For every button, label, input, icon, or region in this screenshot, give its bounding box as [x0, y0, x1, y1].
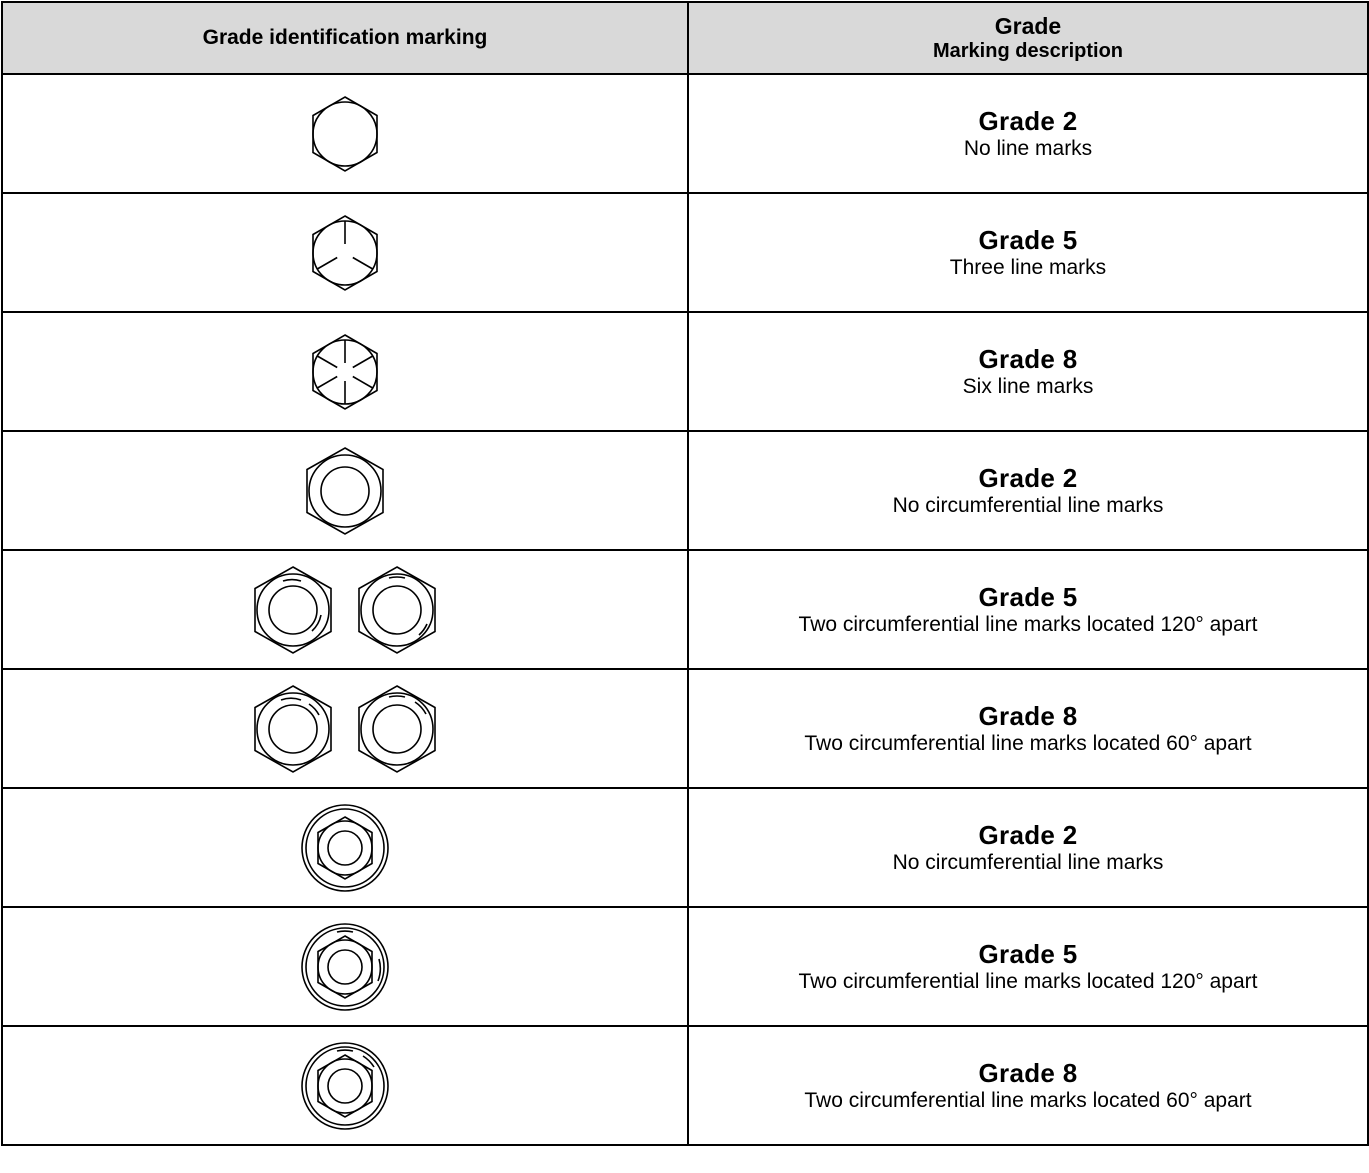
marking-description: No circumferential line marks — [892, 493, 1164, 517]
description-cell — [688, 1026, 1368, 1145]
header-marking-description-subtitle: Marking description — [932, 40, 1124, 62]
hex-nut-two-arcs-60-alt-icon — [353, 683, 441, 775]
header-grade-identification-marking: Grade identification marking — [2, 2, 688, 74]
header-grade-marking-description — [688, 2, 1368, 74]
hex-bolt-head-six-radial-lines-icon — [305, 332, 385, 412]
description-cell — [688, 550, 1368, 669]
flange-hex-nut-plain-icon — [300, 802, 390, 894]
marking-description: Six line marks — [962, 374, 1094, 398]
grade-label: Grade 8 — [978, 343, 1078, 374]
marking-cell — [2, 788, 688, 907]
grade-label: Grade 2 — [978, 819, 1078, 850]
flange-hex-nut-two-arcs-60-icon — [300, 1040, 390, 1132]
grade-label: Grade 2 — [978, 105, 1078, 136]
description-cell — [688, 193, 1368, 312]
marking-description: Two circumferential line marks located 120° apart — [798, 969, 1258, 993]
table-row — [2, 550, 1368, 669]
table-row — [2, 312, 1368, 431]
hex-bolt-head-three-radial-lines-icon — [305, 213, 385, 293]
table-row — [2, 788, 1368, 907]
table-header-row — [2, 2, 1368, 74]
grade-label: Grade 5 — [978, 224, 1078, 255]
description-cell — [688, 431, 1368, 550]
description-cell — [688, 312, 1368, 431]
marking-cell — [2, 669, 688, 788]
description-cell — [688, 74, 1368, 193]
marking-cell — [2, 312, 688, 431]
grade-label: Grade 8 — [978, 1057, 1078, 1088]
description-cell — [688, 907, 1368, 1026]
header-grade-title: Grade — [994, 13, 1062, 39]
table-row — [2, 907, 1368, 1026]
marking-description: Three line marks — [949, 255, 1107, 279]
table-row — [2, 74, 1368, 193]
marking-description: No line marks — [963, 136, 1093, 160]
grade-label: Grade 5 — [978, 581, 1078, 612]
grade-marking-table — [1, 1, 1369, 1146]
marking-cell — [2, 193, 688, 312]
marking-description: Two circumferential line marks located 60° apart — [804, 1088, 1252, 1112]
marking-cell — [2, 431, 688, 550]
hex-nut-two-arcs-120-icon — [249, 564, 337, 656]
marking-cell — [2, 550, 688, 669]
table-row — [2, 193, 1368, 312]
marking-description: Two circumferential line marks located 120° apart — [798, 612, 1258, 636]
description-cell — [688, 788, 1368, 907]
marking-cell — [2, 1026, 688, 1145]
table-row — [2, 669, 1368, 788]
marking-cell — [2, 907, 688, 1026]
hex-nut-two-arcs-60-icon — [249, 683, 337, 775]
hex-nut-two-arcs-120-alt-icon — [353, 564, 441, 656]
description-cell — [688, 669, 1368, 788]
grade-label: Grade 8 — [978, 700, 1078, 731]
marking-description: Two circumferential line marks located 60° apart — [804, 731, 1252, 755]
marking-description: No circumferential line marks — [892, 850, 1164, 874]
grade-label: Grade 5 — [978, 938, 1078, 969]
hex-bolt-head-no-marks-icon — [305, 94, 385, 174]
marking-cell — [2, 74, 688, 193]
grade-label: Grade 2 — [978, 462, 1078, 493]
flange-hex-nut-two-arcs-120-icon — [300, 921, 390, 1013]
table-row — [2, 1026, 1368, 1145]
hex-nut-plain-icon — [301, 445, 389, 537]
table-row — [2, 431, 1368, 550]
